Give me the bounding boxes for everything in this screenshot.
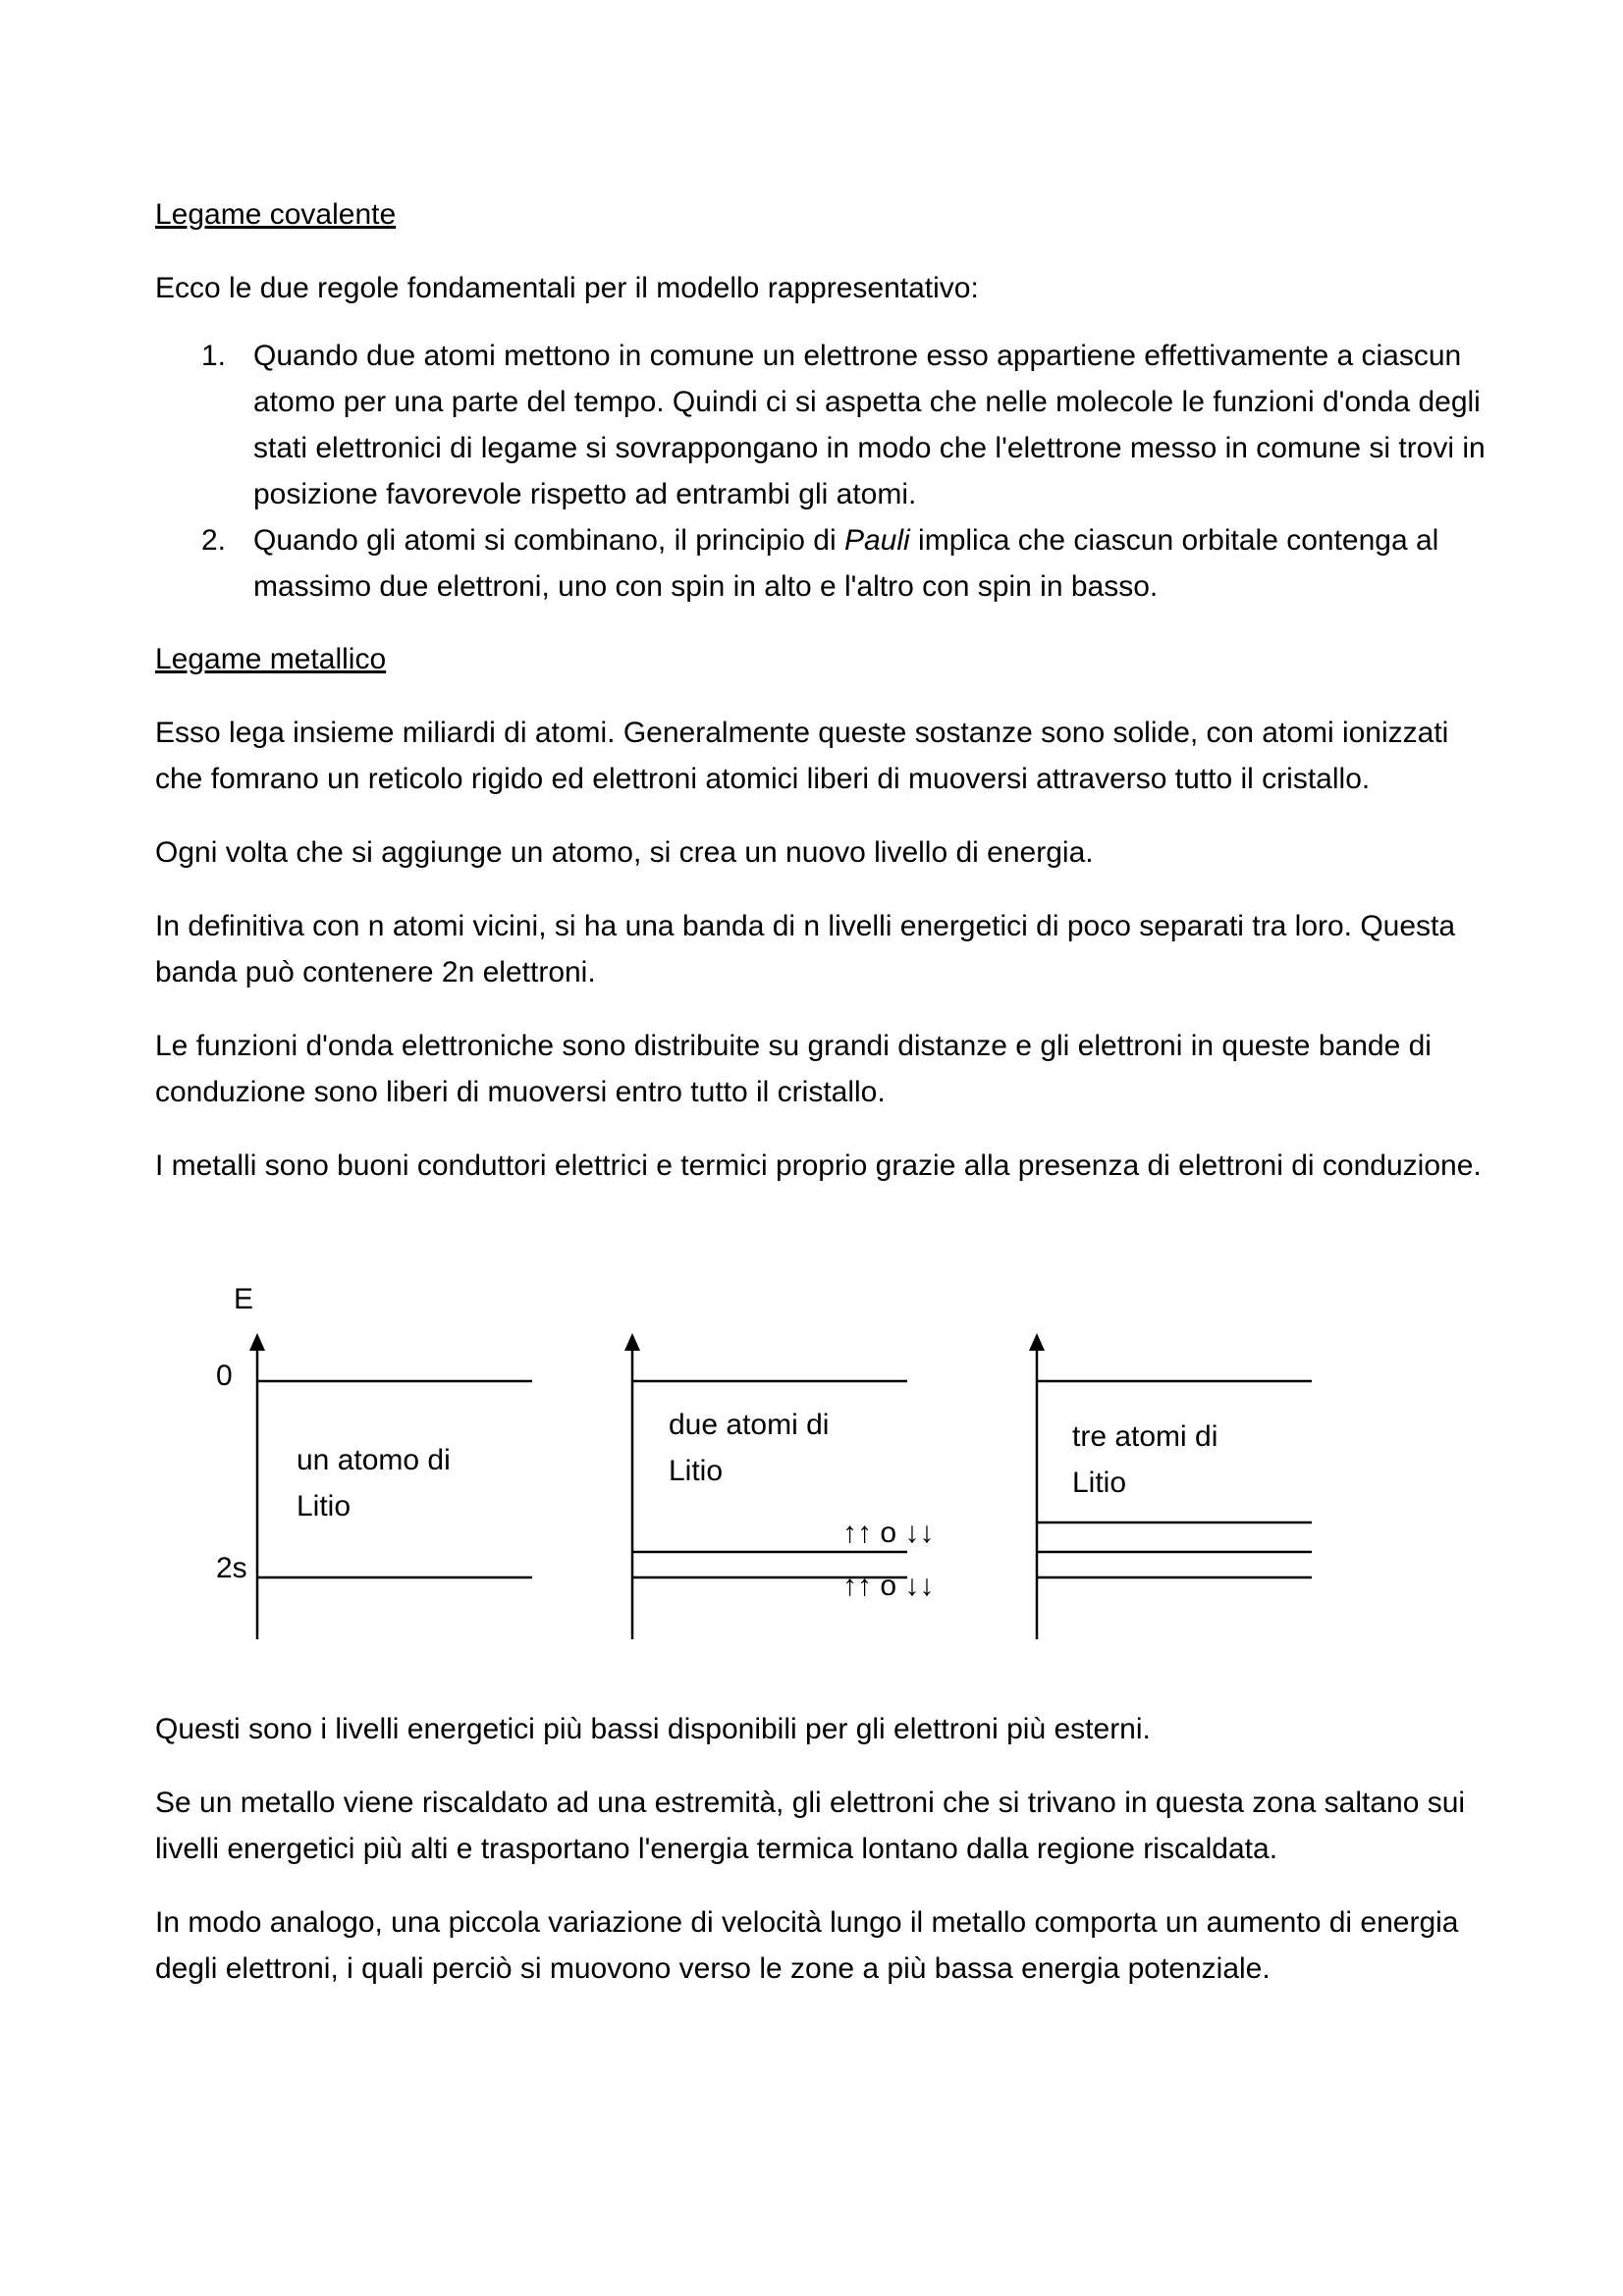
spin-lower-label: ↑↑ o ↓↓ [842,1570,935,1602]
rule-number: 1. [201,340,227,372]
axis-arrow-icon [624,1333,640,1351]
covalent-intro: Ecco le due regole fondamentali per il modello rappresentativo: [155,272,979,304]
rule-text-italic: Pauli [843,524,910,557]
panel-1-label: un atomo di [297,1444,451,1476]
closing-paragraph: Questi sono i livelli energetici più bassi disponibili per gli elettroni più esterni. [155,1713,1151,1745]
panel-1-label-2: Litio [297,1490,352,1522]
axis-arrow-icon [249,1333,265,1351]
document-body [155,192,1490,1216]
rule-item [155,333,1490,517]
rule-text-after: implica che ciascun orbitale contenga al massimo due elettroni, uno con spin in alto e l'altro con spin in basso. [253,524,1439,603]
energy-axis-label: E [234,1283,254,1315]
metallic-paragraph: Ogni volta che si aggiunge un atomo, si crea un nuovo livello di energia. [155,836,1094,869]
closing-paragraph: Se un metallo viene riscaldato ad una estremità, gli elettroni che si trivano in questa zona saltano sui livelli energetici più alti e trasportano l'energia termica lontano dalla regione riscaldata. [155,1787,1466,1865]
rule-text: Quando due atomi mettono in comune un elettrone esso appartiene effettivamente a ciascun atomo per una parte del tempo. Quindi ci si aspetta che nelle molecole le funzioni d'onda degli stati elettronici di legame si sovrappongano in modo che l'elettrone messo in comune si trovi in posizione favorevole rispetto ad entrambi gli atomi. [253,340,1486,510]
rules-list [155,333,1490,610]
panel-3-label: tre atomi di [1072,1420,1218,1453]
panel-2-label: due atomi di [669,1409,830,1441]
panel-3-label-2: Litio [1072,1467,1127,1499]
panel-2-label-2: Litio [669,1455,724,1487]
energy-level-diagram [155,1276,1294,1649]
metallic-paragraph: Esso lega insieme miliardi di atomi. Generalmente queste sostanze sono solide, con atomi ionizzati che fomrano un reticolo rigido ed elettroni atomici liberi di muoversi attraverso tutto il cristallo. [155,717,1449,795]
level-zero-label: 0 [216,1360,233,1392]
closing-paragraph: In modo analogo, una piccola variazione di velocità lungo il metallo comporta un aumento di energia degli elettroni, i quali perciò si muovono verso le zone a più bassa energia potenziale. [155,1906,1459,1985]
metallic-paragraph: In definitiva con n atomi vicini, si ha una banda di n livelli energetici di poco separati tra loro. Questa banda può contenere 2n elettroni. [155,910,1456,988]
level-2s-label: 2s [216,1552,247,1584]
spin-upper-label: ↑↑ o ↓↓ [842,1517,935,1549]
covalent-bond-heading: Legame covalente [155,198,397,231]
closing-text [155,1706,1490,2019]
rule-item [155,517,1490,610]
metallic-paragraph: I metalli sono buoni conduttori elettrici e termici proprio grazie alla presenza di elettroni di conduzione. [155,1149,1482,1182]
rule-text-before: Quando gli atomi si combinano, il principio di [253,524,844,557]
axis-arrow-icon [1029,1333,1045,1351]
metallic-paragraph: Le funzioni d'onda elettroniche sono distribuite su grandi distanze e gli elettroni in queste bande di conduzione sono liberi di muoversi entro tutto il cristallo. [155,1030,1432,1108]
metallic-bond-heading: Legame metallico [155,643,387,675]
rule-number: 2. [201,524,227,557]
